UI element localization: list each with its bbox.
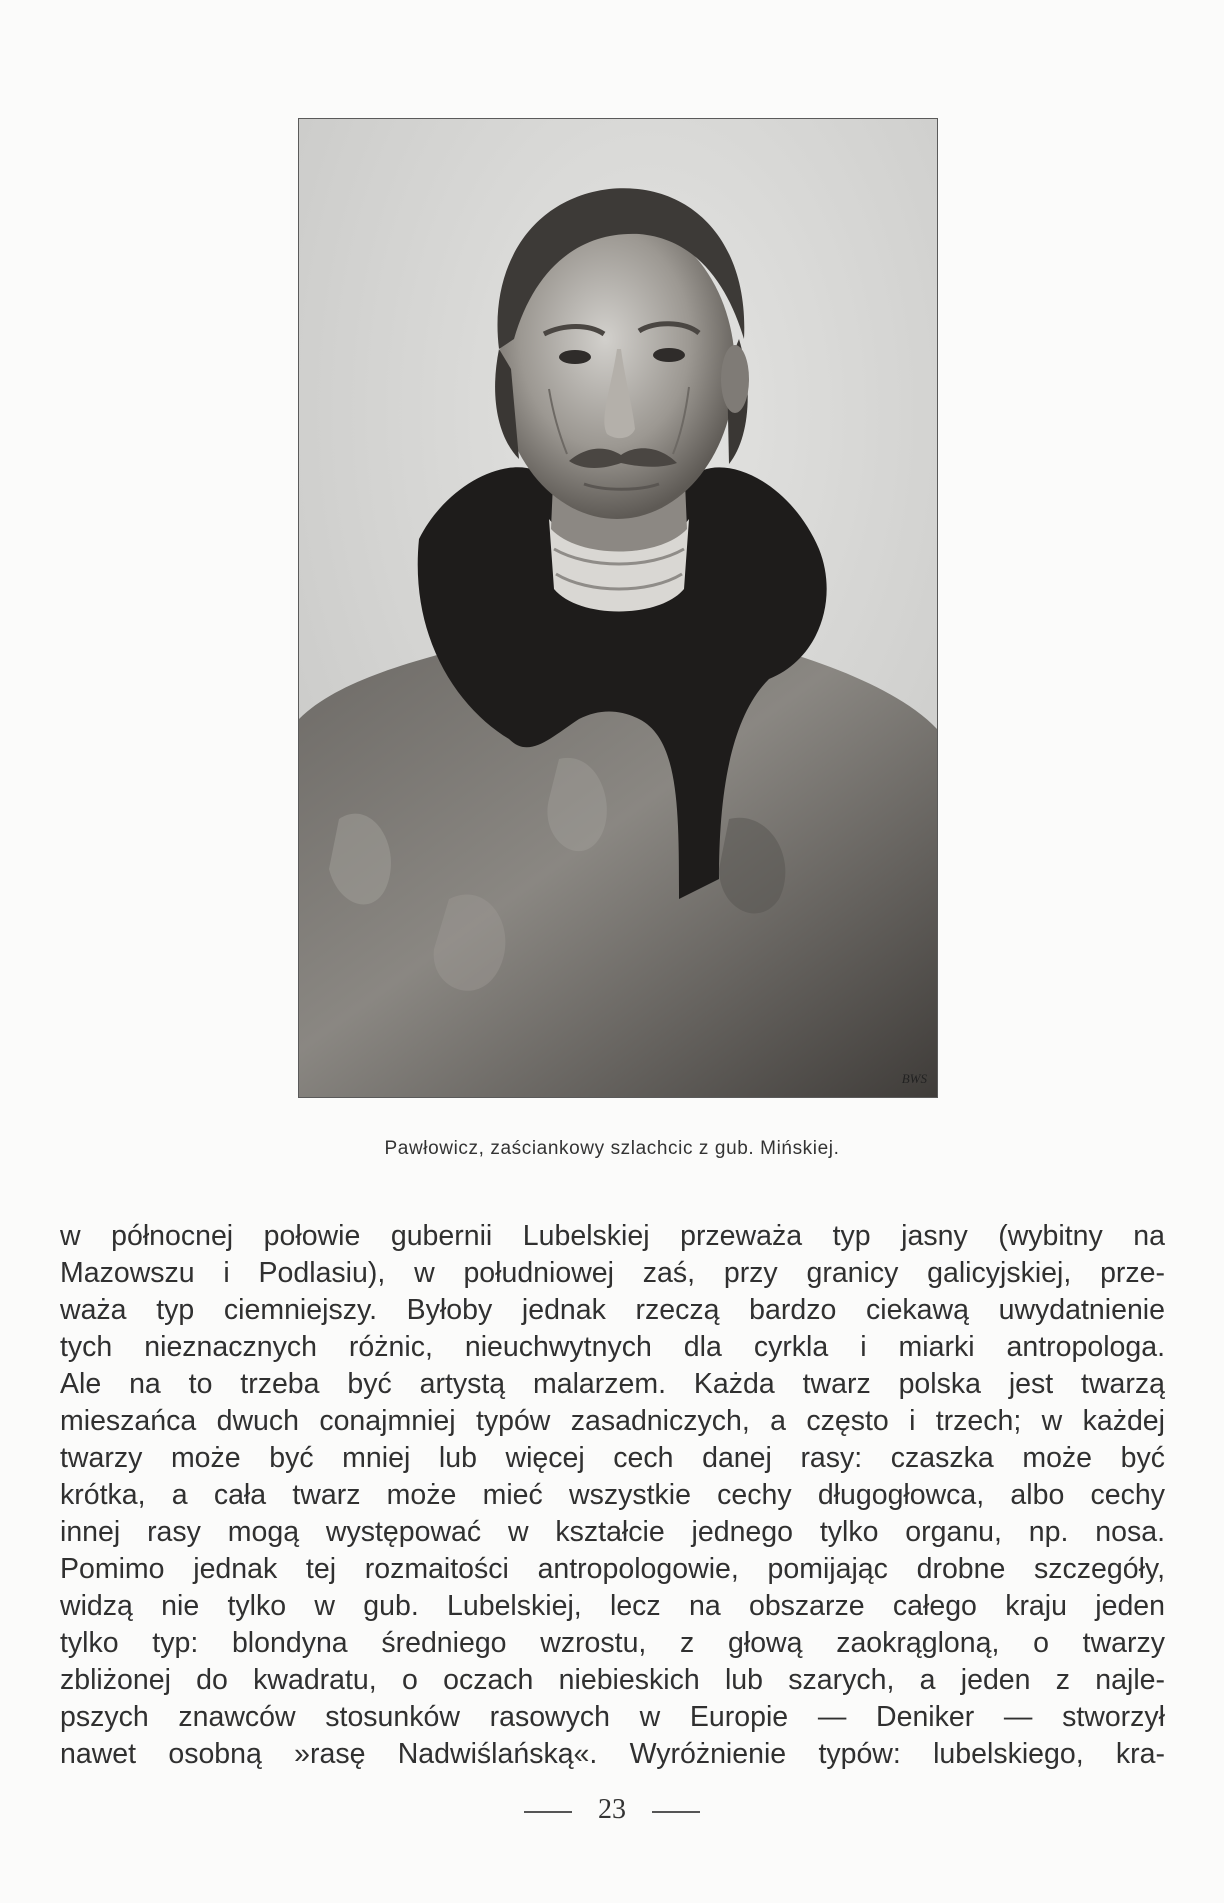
text-line: nawet osobną »rasę Nadwiślańską«. Wyróżnienie typów: lubelskiego, kra- (60, 1738, 1165, 1770)
text-line: waża typ ciemniejszy. Byłoby jednak rzeczą bardzo ciekawą uwydatnienie (60, 1294, 1165, 1326)
text-line: Mazowszu i Podlasiu), w południowej zaś, przy granicy galicyjskiej, prze- (60, 1257, 1165, 1289)
text-line: krótka, a cała twarz może mieć wszystkie cechy długogłowca, albo cechy (60, 1479, 1165, 1511)
footer-dash-left (524, 1811, 572, 1813)
body-paragraph (60, 1218, 1165, 1773)
portrait-illustration (299, 119, 937, 1097)
footer-dash-right (652, 1811, 700, 1813)
text-line: Pomimo jednak tej rozmaitości antropologowie, pomijając drobne szczegóły, (60, 1553, 1165, 1585)
text-line: pszych znawców stosunków rasowych w Europie — Deniker — stworzył (60, 1701, 1165, 1733)
text-line: w północnej połowie gubernii Lubelskiej przeważa typ jasny (wybitny na (60, 1220, 1165, 1252)
text-line: zbliżonej do kwadratu, o oczach niebieskich lub szarych, a jeden z najle- (60, 1664, 1165, 1696)
text-line: tylko typ: blondyna średniego wzrostu, z głową zaokrągloną, o twarzy (60, 1627, 1165, 1659)
text-line: tych nieznacznych różnic, nieuchwytnych dla cyrkla i miarki antropologa. (60, 1331, 1165, 1363)
figure-caption: Pawłowicz, zaściankowy szlachcic z gub. Mińskiej. (384, 1138, 840, 1159)
page-number: 23 (598, 1794, 626, 1825)
text-line: innej rasy mogą występować w kształcie jednego tylko organu, np. nosa. (60, 1516, 1165, 1548)
text-line: widzą nie tylko w gub. Lubelskiej, lecz na obszarze całego kraju jeden (60, 1590, 1165, 1622)
portrait-photo (298, 118, 938, 1098)
page-footer (0, 1794, 1224, 1826)
text-line: Ale na to trzeba być artystą malarzem. Każda twarz polska jest twarzą (60, 1368, 1165, 1400)
text-line: twarzy może być mniej lub więcej cech danej rasy: czaszka może być (60, 1442, 1165, 1474)
photographer-monogram: BWS (901, 1071, 927, 1086)
text-line: mieszańca dwuch conajmniej typów zasadniczych, a często i trzech; w każdej (60, 1405, 1165, 1437)
